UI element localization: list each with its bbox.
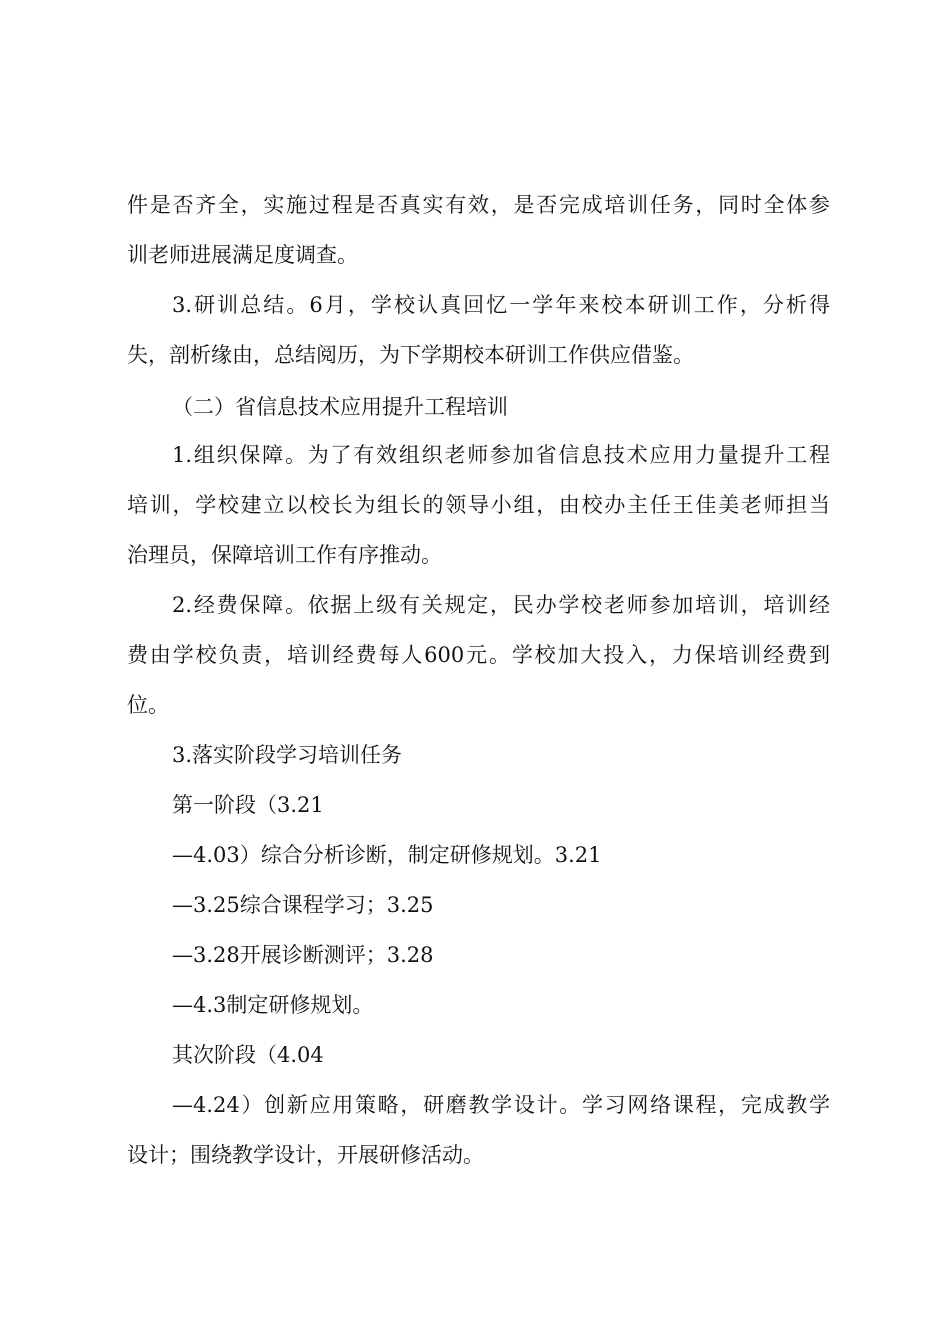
paragraph-line: 费由学校负责，培训经费每人600元。学校加大投入，力保培训经费到 [127,643,830,667]
paragraph-line: 治理员，保障培训工作有序推动。 [127,543,442,567]
paragraph-line: 训老师进展满足度调查。 [127,243,358,267]
paragraph-line: 1.组织保障。为了有效组织老师参加省信息技术应用力量提升工程 [172,443,830,467]
paragraph-line: —3.25综合课程学习；3.25 [172,893,434,917]
paragraph-line: 设计；围绕教学设计，开展研修活动。 [127,1143,484,1167]
paragraph-line: 3.研训总结。6月，学校认真回忆一学年来校本研训工作，分析得 [172,293,830,317]
paragraph-line: 培训，学校建立以校长为组长的领导小组，由校办主任王佳美老师担当 [127,493,830,517]
paragraph-line: —4.24）创新应用策略，研磨教学设计。学习网络课程，完成教学 [172,1093,830,1117]
paragraph-line: 3.落实阶段学习培训任务 [172,743,403,767]
paragraph-line: —4.3制定研修规划。 [172,993,374,1017]
paragraph-line: 位。 [127,693,169,717]
paragraph-line: 第一阶段（3.21 [172,793,324,817]
paragraph-line: 失，剖析缘由，总结阅历，为下学期校本研训工作供应借鉴。 [127,343,694,367]
paragraph-line: 件是否齐全，实施过程是否真实有效，是否完成培训任务，同时全体参 [127,193,830,217]
paragraph-line: —4.03）综合分析诊断，制定研修规划。3.21 [172,843,602,867]
paragraph-line: —3.28开展诊断测评；3.28 [172,943,434,967]
paragraph-line: 其次阶段（4.04 [172,1043,324,1067]
section-heading: （二）省信息技术应用提升工程培训 [172,395,508,419]
paragraph-line: 2.经费保障。依据上级有关规定，民办学校老师参加培训，培训经 [172,593,830,617]
